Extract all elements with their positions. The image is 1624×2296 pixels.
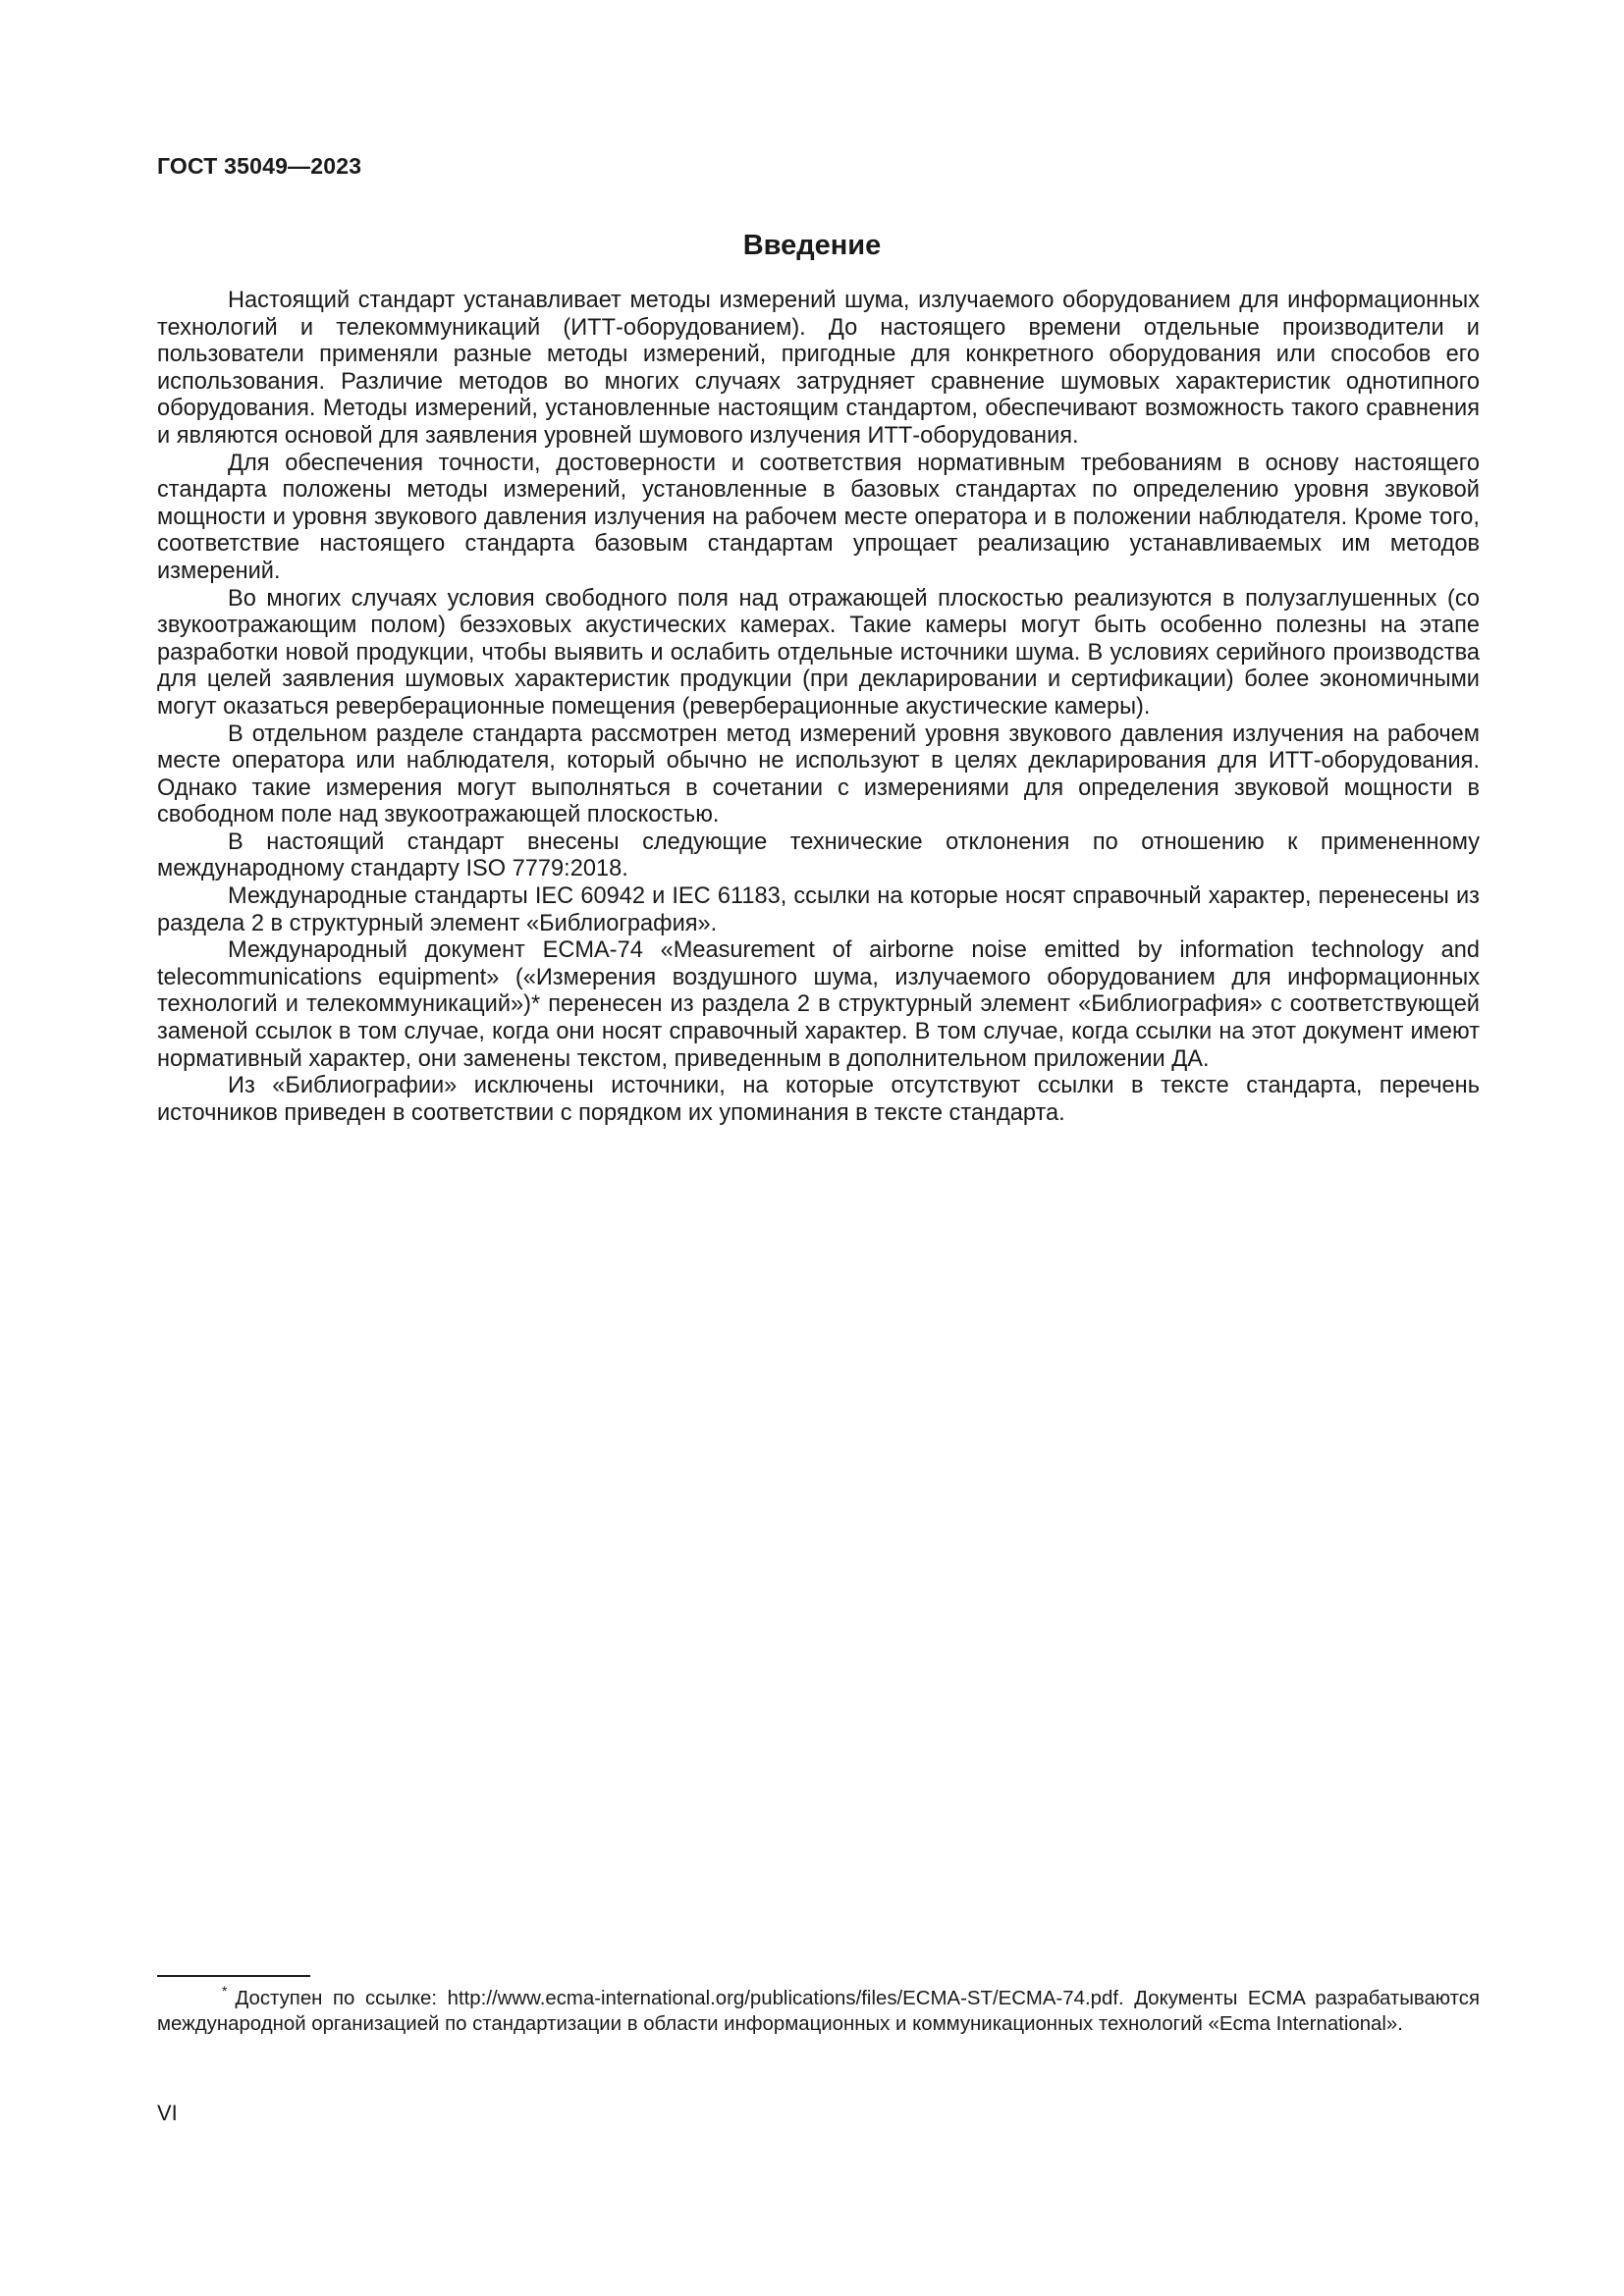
footnote	[157, 1983, 1480, 2037]
footnote-divider	[157, 1975, 310, 1977]
footnote-marker: *	[222, 1983, 228, 1999]
paragraph-3: Во многих случаях условия свободного поля над отражающей плоскостью реализуются в полузаглушенных (со звукоотражающим полом) безэховых акустических камерах. Такие камеры могут быть особенно полезны на этапе разработки новой продукции, чтобы выявить и ослабить отдельные источники шума. В условиях серийного производства для целей заявления шумовых характеристик продукции (при декларировании и сертификации) более экономичными могут оказаться реверберационные помещения (реверберационные акустические камеры).	[157, 585, 1480, 720]
paragraph-1: Настоящий стандарт устанавливает методы измерений шума, излучаемого оборудованием для информационных технологий и телекоммуникаций (ИТТ-оборудованием). До настоящего времени отдельные производители и пользователи применяли разные методы измерений, пригодные для конкретного оборудования или способов его использования. Различие методов во многих случаях затрудняет сравнение шумовых характеристик однотипного оборудования. Методы измерений, установленные настоящим стандартом, обеспечивают возможность такого сравнения и являются основой для заявления уровней шумового излучения ИТТ-оборудования.	[157, 288, 1480, 449]
page-number: VI	[157, 2101, 178, 2125]
paragraph-5: В настоящий стандарт внесены следующие технические отклонения по отношению к примененному международному стандарту ISO 7779:2018.	[157, 828, 1480, 882]
footnote-paragraph	[157, 1983, 1480, 2037]
footnote-text: Доступен по ссылке: http://www.ecma-international.org/publications/files/ECMA-ST/ECMA-74.pdf. Документы ECMA разрабатываются международной организацией по стандартизации в области информационных и коммуникационных технологий «Ecma International».	[157, 1988, 1480, 2035]
paragraph-8: Из «Библиографии» исключены источники, на которые отсутствуют ссылки в тексте стандарта, перечень источников приведен в соответствии с порядком их упоминания в тексте стандарта.	[157, 1073, 1480, 1126]
paragraph-4: В отдельном разделе стандарта рассмотрен метод измерений уровня звукового давления излучения на рабочем месте оператора или наблюдателя, который обычно не используют в целях декларирования для ИТТ-оборудования. Однако такие измерения могут выполняться в сочетании с измерениями для определения звуковой мощности в свободном поле над звукоотражающей плоскостью.	[157, 721, 1480, 828]
paragraph-2: Для обеспечения точности, достоверности и соответствия нормативным требованиям в основу настоящего стандарта положены методы измерений, установленные в базовых стандартах по определению уровня звуковой мощности и уровня звукового давления излучения на рабочем месте оператора и в положении наблюдателя. Кроме того, соответствие настоящего стандарта базовым стандартам упрощает реализацию устанавливаемых им методов измерений.	[157, 450, 1480, 584]
section-title: Введение	[742, 230, 882, 261]
paragraph-6: Международные стандарты IEC 60942 и IEC 61183, ссылки на которые носят справочный характер, перенесены из раздела 2 в структурный элемент «Библиография».	[157, 883, 1480, 936]
paragraph-7: Международный документ ECMA-74 «Measurement of airborne noise emitted by information technology and telecommunications equipment» («Измерения воздушного шума, излучаемого оборудованием для информационных технологий и телекоммуникаций»)* перенесен из раздела 2 в структурный элемент «Библиография» с соответствующей заменой ссылок в том случае, когда они носят справочный характер. В том случае, когда ссылки на этот документ имеют нормативный характер, они заменены текстом, приведенным в дополнительном приложении ДА.	[157, 937, 1480, 1072]
standard-header: ГОСТ 35049—2023	[157, 153, 362, 179]
body-text	[157, 288, 1480, 1127]
